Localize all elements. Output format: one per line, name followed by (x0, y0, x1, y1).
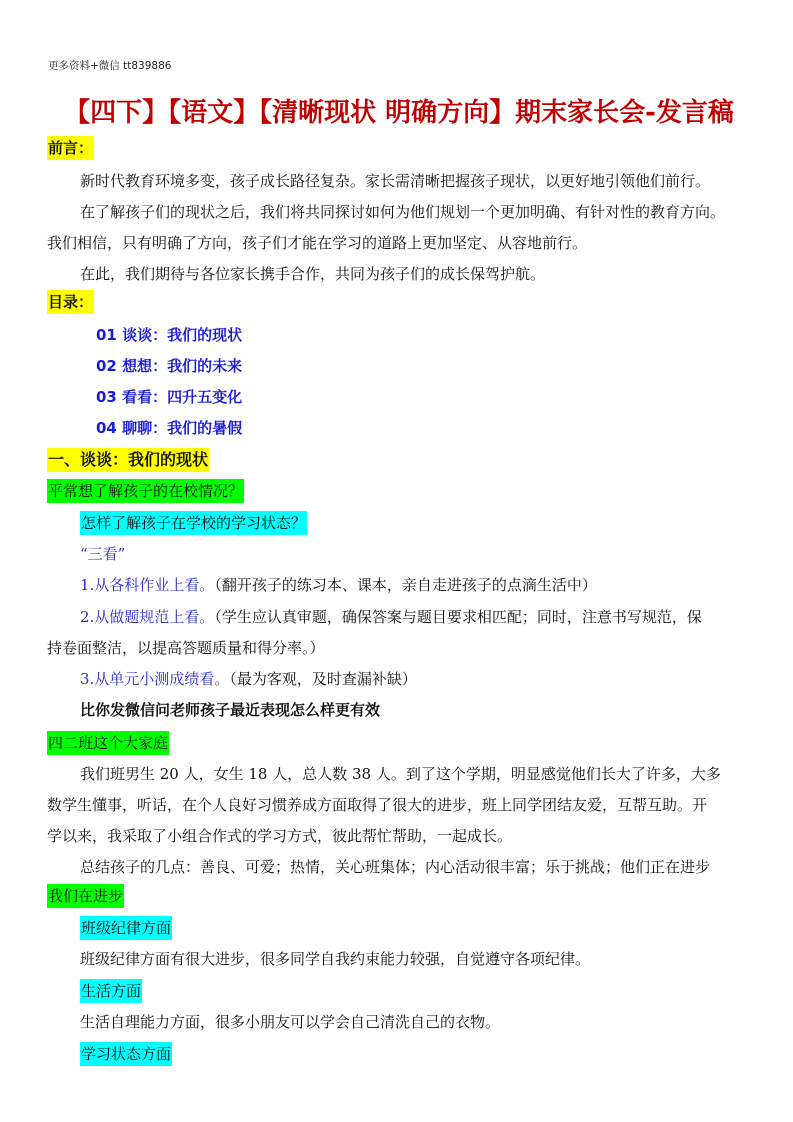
class-paragraph-line-3: 学以来，我采取了小组合作式的学习方式，彼此帮忙帮助，一起成长。 (47, 827, 513, 845)
aspect-life-text: 生活自理能力方面，很多小朋友可以学会自己清洗自己的衣物。 (80, 1013, 501, 1031)
document-title: 【四下】【语文】【清晰现状 明确方向】期末家长会-发言稿 (64, 98, 734, 128)
look-item-1-lead: 1.从各科作业上看。 (80, 576, 215, 594)
header-note: 更多资料+微信 tt839886 (48, 60, 172, 72)
toc-item-1[interactable]: 01 谈谈：我们的现状 (96, 326, 243, 344)
progress-heading: 我们在进步 (47, 884, 124, 908)
toc-label: 目录： (47, 290, 94, 314)
class-paragraph-line-2: 数学生懂事，听话，在个人良好习惯养成方面取得了很大的进步，班上同学团结友爱，互帮互助。开 (47, 796, 708, 814)
class-paragraph-line-1: 我们班男生 20 人，女生 18 人，总人数 38 人。到了这个学期，明显感觉他们长大了许多，大多 (80, 765, 721, 783)
look-item-3-text: （最为客观，及时查漏补缺） (229, 670, 417, 688)
preface-paragraph-3: 在此，我们期待与各位家长携手合作，共同为孩子们的成长保驾护航。 (80, 265, 546, 283)
preface-paragraph-1: 新时代教育环境多变，孩子成长路径复杂。家长需清晰把握孩子现状，以更好地引领他们前行。 (80, 172, 711, 190)
preface-paragraph-2: 在了解孩子们的现状之后，我们将共同探讨如何为他们规划一个更加明确、有针对性的教育方向。 (80, 203, 726, 221)
look-item-3 (80, 668, 417, 690)
look-item-2-text: （学生应认真审题，确保答案与题目要求相匹配；同时，注意书写规范，保 (214, 608, 702, 626)
look-item-3-lead: 3.从单元小测成绩看。 (80, 670, 230, 688)
section-1-heading: 一、谈谈：我们的现状 (47, 448, 209, 472)
toc-item-3[interactable]: 03 看看：四升五变化 (96, 388, 243, 406)
aspect-study-label: 学习状态方面 (80, 1042, 172, 1066)
toc-item-4[interactable]: 04 聊聊：我们的暑假 (96, 419, 243, 437)
look-item-1 (80, 574, 597, 596)
look-item-2-cont: 持卷面整洁，以提高答题质量和得分率。） (47, 639, 325, 657)
look-item-2-lead: 2.从做题规范上看。 (80, 608, 215, 626)
three-look-label: “三看” (80, 545, 126, 563)
look-item-1-text: （翻开孩子的练习本、课本，亲自走进孩子的点滴生活中） (214, 576, 597, 594)
question-school-status: 平常想了解孩子的在校情况？ (47, 479, 244, 503)
toc-item-2[interactable]: 02 想想：我们的未来 (96, 357, 243, 375)
summary-line: 总结孩子的几点：善良、可爱；热情，关心班集体；内心活动很丰富；乐于挑战；他们正在进步 (80, 858, 711, 876)
question-learning-state: 怎样了解孩子在学校的学习状态？ (80, 511, 307, 535)
class-heading: 四二班这个大家庭 (47, 731, 169, 755)
aspect-discipline-text: 班级纪律方面有很大进步，很多同学自我约束能力较强，自觉遵守各项纪律。 (80, 950, 591, 968)
emphasis-statement: 比你发微信问老师孩子最近表现怎么样更有效 (80, 701, 381, 719)
preface-label: 前言： (47, 136, 94, 160)
aspect-life-label: 生活方面 (80, 979, 142, 1003)
aspect-discipline-label: 班级纪律方面 (80, 916, 172, 940)
look-item-2 (80, 606, 702, 628)
preface-paragraph-2-cont: 我们相信，只有明确了方向，孩子们才能在学习的道路上更加坚定、从容地前行。 (47, 234, 588, 252)
